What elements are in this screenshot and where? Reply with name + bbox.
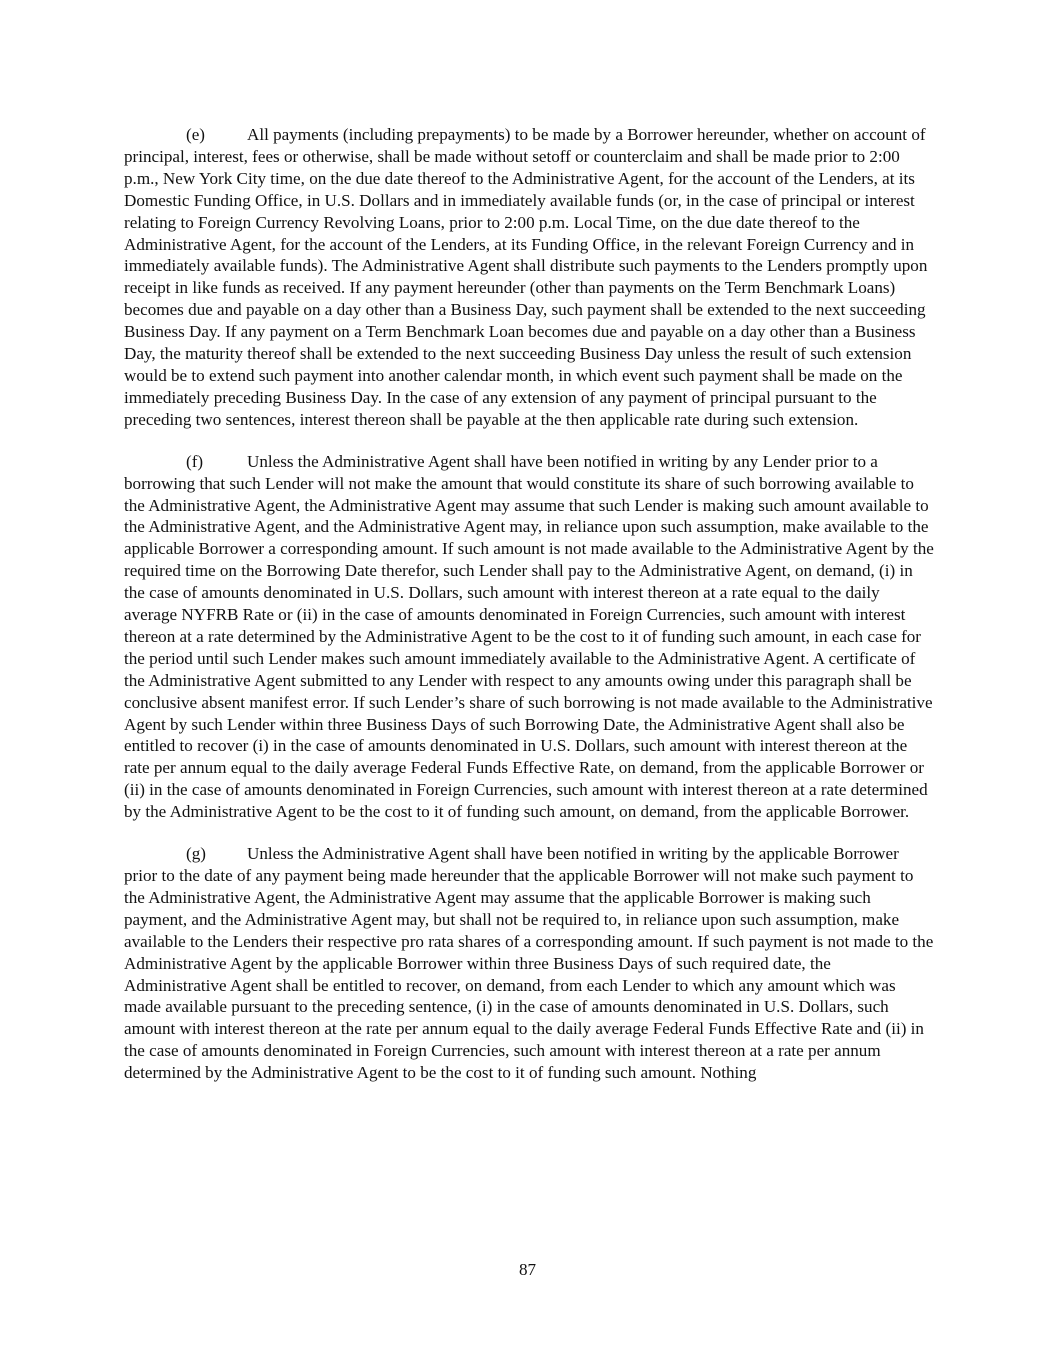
paragraph-label: (f) xyxy=(186,451,204,471)
paragraph-f xyxy=(124,451,934,823)
page-number: 87 xyxy=(518,1260,537,1279)
paragraph-label: (e) xyxy=(186,125,205,144)
paragraph-text: Unless the Administrative Agent shall have been notified in writing by any Lender prior to a borrowing that such Lender will not make the amount that would constitute its share of such borrowing available to the Administrative Agent, the Administrative Agent may assume that such Lender is making such amount available to the Administrative Agent, and the Administrative Agent may, in reliance upon such assumption, make available to the applicable Borrower a corresponding amount. If such amount is not made available to the Administrative Agent by the required time on the Borrowing Date therefor, such Lender shall pay to the Administrative Agent, on demand, (i) in the case of amounts denominated in U.S. Dollars, such amount with interest thereon at a rate equal to the daily average NYFRB Rate or (ii) in the case of amounts denominated in Foreign Currencies, such amount with interest thereon at a rate determined by the Administrative Agent to be the cost to it of funding such amount, in each case for the period until such Lender makes such amount immediately available to the Administrative Agent. A certificate of the Administrative Agent submitted to any Lender with respect to any amounts owing under this paragraph shall be conclusive absent manifest error. If such Lender’s share of such borrowing is not made available to the Administrative Agent by such Lender within three Business Days of such Borrowing Date, the Administrative Agent shall also be entitled to recover (i) in the case of amounts denominated in U.S. Dollars, such amount with interest thereon at the rate per annum equal to the daily average Federal Funds Effective Rate, on demand, from the applicable Borrower or (ii) in the case of amounts denominated in Foreign Currencies, such amount with interest thereon at a rate determined by the Administrative Agent to be the cost to it of funding such amount, on demand, from the applicable Borrower. xyxy=(124,451,934,822)
document-body xyxy=(124,124,934,1084)
paragraph-g xyxy=(124,843,934,1084)
paragraph-label: (g) xyxy=(186,844,206,864)
paragraph-text: Unless the Administrative Agent shall have been notified in writing by the applicable Borrower prior to the date of any payment being made hereunder that the applicable Borrower will not make such payment to the Administrative Agent, the Administrative Agent may assume that the applicable Borrower is making such payment, and the Administrative Agent may, but shall not be required to, in reliance upon such assumption, make available to the Lenders their respective pro rata shares of a corresponding amount. If such payment is not made to the Administrative Agent by the applicable Borrower within three Business Days of such required date, the Administrative Agent shall be entitled to recover, on demand, from each Lender to which any amount which was made available pursuant to the preceding sentence, (i) in the case of amounts denominated in U.S. Dollars, such amount with interest thereon at the rate per annum equal to the daily average Federal Funds Effective Rate and (ii) in the case of amounts denominated in Foreign Currencies, such amount with interest thereon at a rate per annum determined by the Administrative Agent to be the cost to it of funding such amount. Nothing xyxy=(124,844,934,1083)
paragraph-text: All payments (including prepayments) to be made by a Borrower hereunder, whether on account of principal, interest, fees or otherwise, shall be made without setoff or counterclaim and shall be made prior to 2:00 p.m., New York City time, on the due date thereof to the Administrative Agent, for the account of the Lenders, at its Domestic Funding Office, in U.S. Dollars and in immediately available funds (or, in the case of principal or interest relating to Foreign Currency Revolving Loans, prior to 2:00 p.m. Local Time, on the due date thereof to the Administrative Agent, for the account of the Lenders, at its Funding Office, in the relevant Foreign Currency and in immediately available funds). The Administrative Agent shall distribute such payments to the Lenders promptly upon receipt in like funds as received. If any payment hereunder (other than payments on the Term Benchmark Loans) becomes due and payable on a day other than a Business Day, such payment shall be extended to the next succeeding Business Day. If any payment on a Term Benchmark Loan becomes due and payable on a day other than a Business Day, the maturity thereof shall be extended to the next succeeding Business Day unless the result of such extension would be to extend such payment into another calendar month, in which event such payment shall be made on the immediately preceding Business Day. In the case of any extension of any payment of principal pursuant to the preceding two sentences, interest thereon shall be payable at the then applicable rate during such extension. xyxy=(124,125,928,429)
paragraph-e xyxy=(124,124,934,431)
